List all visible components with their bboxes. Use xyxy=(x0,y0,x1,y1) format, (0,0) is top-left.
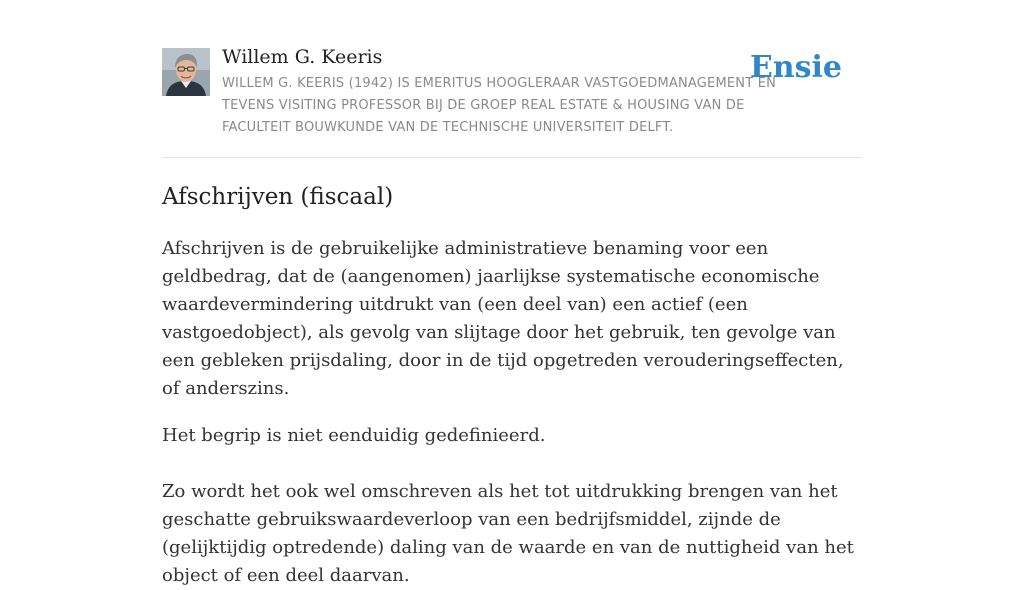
ensie-logo[interactable]: Ensie xyxy=(749,50,842,85)
article-paragraph: Zo wordt het ook wel omschreven als het tot uitdrukking brengen van het geschatte gebruikswaardeverloop van een bedrijfsmiddel, zijnde de (gelijktijdig optredende) daling van de waarde en van de nuttigheid van het object of een deel daarvan. xyxy=(162,481,854,586)
avatar[interactable] xyxy=(162,48,210,96)
article-title: Afschrijven (fiscaal) xyxy=(162,184,394,210)
article-paragraph: Afschrijven is de gebruikelijke administratieve benaming voor een geldbedrag, dat de (aangenomen) jaarlijkse systematische economische waardevermindering uitdrukt van (een deel van) een actief (een vastgoedobject), als gevolg van slijtage door het gebruik, ten gevolge van een gebleken prijsdaling, door in de tijd opgetreden verouderingseffecten, of anderszins. xyxy=(162,238,844,399)
author-portrait-icon xyxy=(162,48,210,96)
author-bio: WILLEM G. KEERIS (1942) IS EMERITUS HOOGLERAAR VASTGOEDMANAGEMENT EN TEVENS VISITING PROFESSOR BIJ DE GROEP REAL ESTATE & HOUSING VAN DE FACULTEIT BOUWKUNDE VAN DE TECHNISCHE UNIVERSITEIT DELFT. xyxy=(222,76,777,135)
article xyxy=(162,180,862,590)
author-name[interactable]: Willem G. Keeris xyxy=(222,46,383,68)
article-paragraph: Het begrip is niet eenduidig gedefinieerd. xyxy=(162,425,546,446)
author-header xyxy=(162,44,862,158)
